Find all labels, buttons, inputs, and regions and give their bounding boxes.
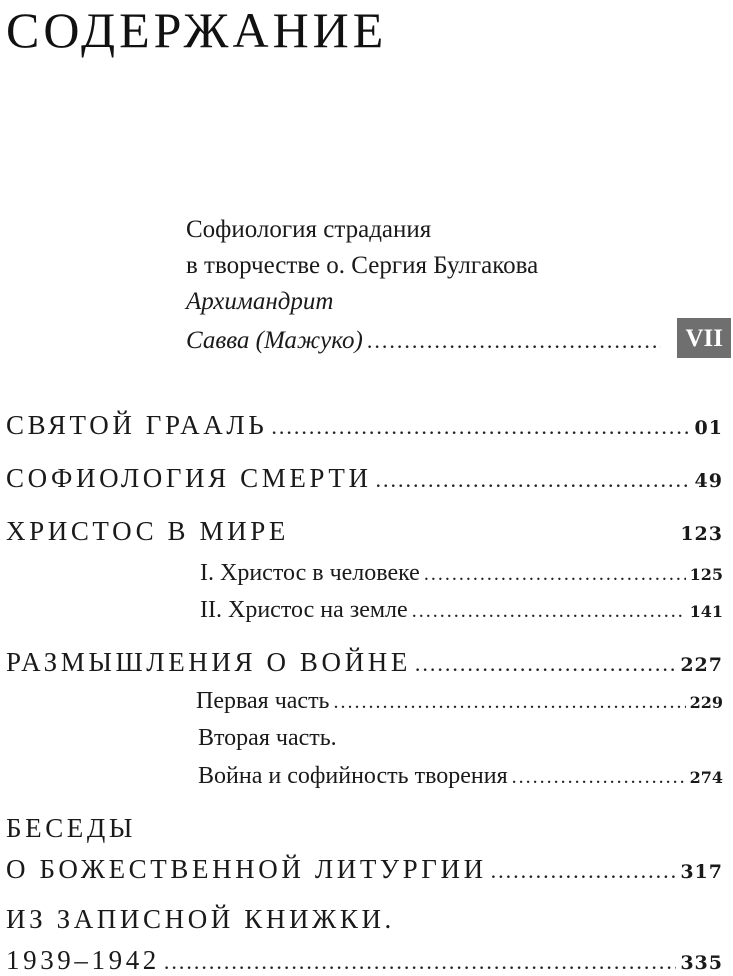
dot-leader — [424, 563, 686, 586]
toc-entry-label: СВЯТОЙ ГРААЛЬ — [6, 410, 268, 440]
toc-entry-svyatoy-graal[interactable] — [6, 410, 723, 441]
toc-entry-label: II. Христос на земле — [200, 597, 408, 623]
dot-leader — [164, 949, 676, 975]
intro-title-line-2: в творчестве о. Сергия Булгакова — [186, 252, 539, 279]
toc-entry-label: РАЗМЫШЛЕНИЯ О ВОЙНЕ — [6, 647, 411, 677]
dot-leader — [512, 766, 686, 789]
toc-subentry-vtoraya-chast[interactable]: Вторая часть. — [198, 725, 337, 751]
dot-leader — [376, 467, 691, 493]
toc-page-number: 317 — [680, 861, 723, 883]
intro-entry[interactable] — [186, 212, 731, 360]
toc-page-number: 227 — [680, 654, 723, 676]
intro-title-line-1: Софиология страдания — [186, 216, 432, 243]
dot-leader — [367, 328, 662, 354]
dot-leader — [491, 858, 677, 884]
toc-page-number: 49 — [694, 470, 723, 492]
toc-subentry-hristos-na-zemle[interactable] — [200, 597, 723, 624]
toc-entry-label: ХРИСТОС В МИРЕ — [6, 516, 289, 546]
toc-entry-besedy-o-liturgii[interactable] — [6, 854, 723, 885]
toc-subentry-voina-i-sofiinost[interactable] — [198, 763, 723, 790]
dot-leader — [415, 651, 676, 677]
intro-page-badge: VII — [677, 318, 731, 358]
toc-subentry-hristos-v-cheloveke[interactable] — [200, 560, 723, 587]
toc-entry-label: Война и софийность творения — [198, 763, 508, 789]
dot-leader — [334, 691, 686, 714]
intro-author-line-1: Архимандрит — [186, 288, 334, 315]
toc-page-number: 01 — [694, 417, 723, 439]
toc-entry-razmyshleniya-o-voine[interactable] — [6, 647, 723, 678]
toc-page-number: 125 — [689, 565, 723, 584]
toc-entry-hristos-v-mire[interactable] — [6, 516, 723, 547]
toc-page-number: 229 — [689, 693, 723, 712]
toc-subentry-pervaya-chast[interactable] — [196, 688, 723, 715]
toc-entry-besedy-line-1[interactable]: БЕСЕДЫ — [6, 813, 137, 843]
toc-entry-label: Первая часть — [196, 688, 330, 714]
toc-entry-label: СОФИОЛОГИЯ СМЕРТИ — [6, 463, 372, 493]
toc-entry-sofiologiya-smerti[interactable] — [6, 463, 723, 494]
dot-leader — [412, 600, 686, 623]
toc-page-number: 141 — [689, 602, 723, 621]
toc-page-number: 274 — [689, 768, 723, 787]
intro-author-line-2: Савва (Мажуко) — [186, 327, 363, 354]
toc-entry-zapiski-line-1[interactable]: ИЗ ЗАПИСНОЙ КНИЖКИ. — [6, 904, 395, 934]
toc-entry-label: О БОЖЕСТВЕННОЙ ЛИТУРГИИ — [6, 854, 487, 884]
toc-page-number: 123 — [680, 523, 723, 545]
toc-entry-label: 1939–1942 — [6, 945, 160, 975]
page-title: СОДЕРЖАНИЕ — [6, 2, 388, 58]
dot-leader — [271, 414, 690, 440]
toc-page-number: 335 — [680, 952, 723, 974]
intro-author-row — [186, 320, 731, 360]
toc-entry-zapiski-years[interactable] — [6, 945, 723, 976]
toc-entry-label: I. Христос в человеке — [200, 560, 420, 586]
